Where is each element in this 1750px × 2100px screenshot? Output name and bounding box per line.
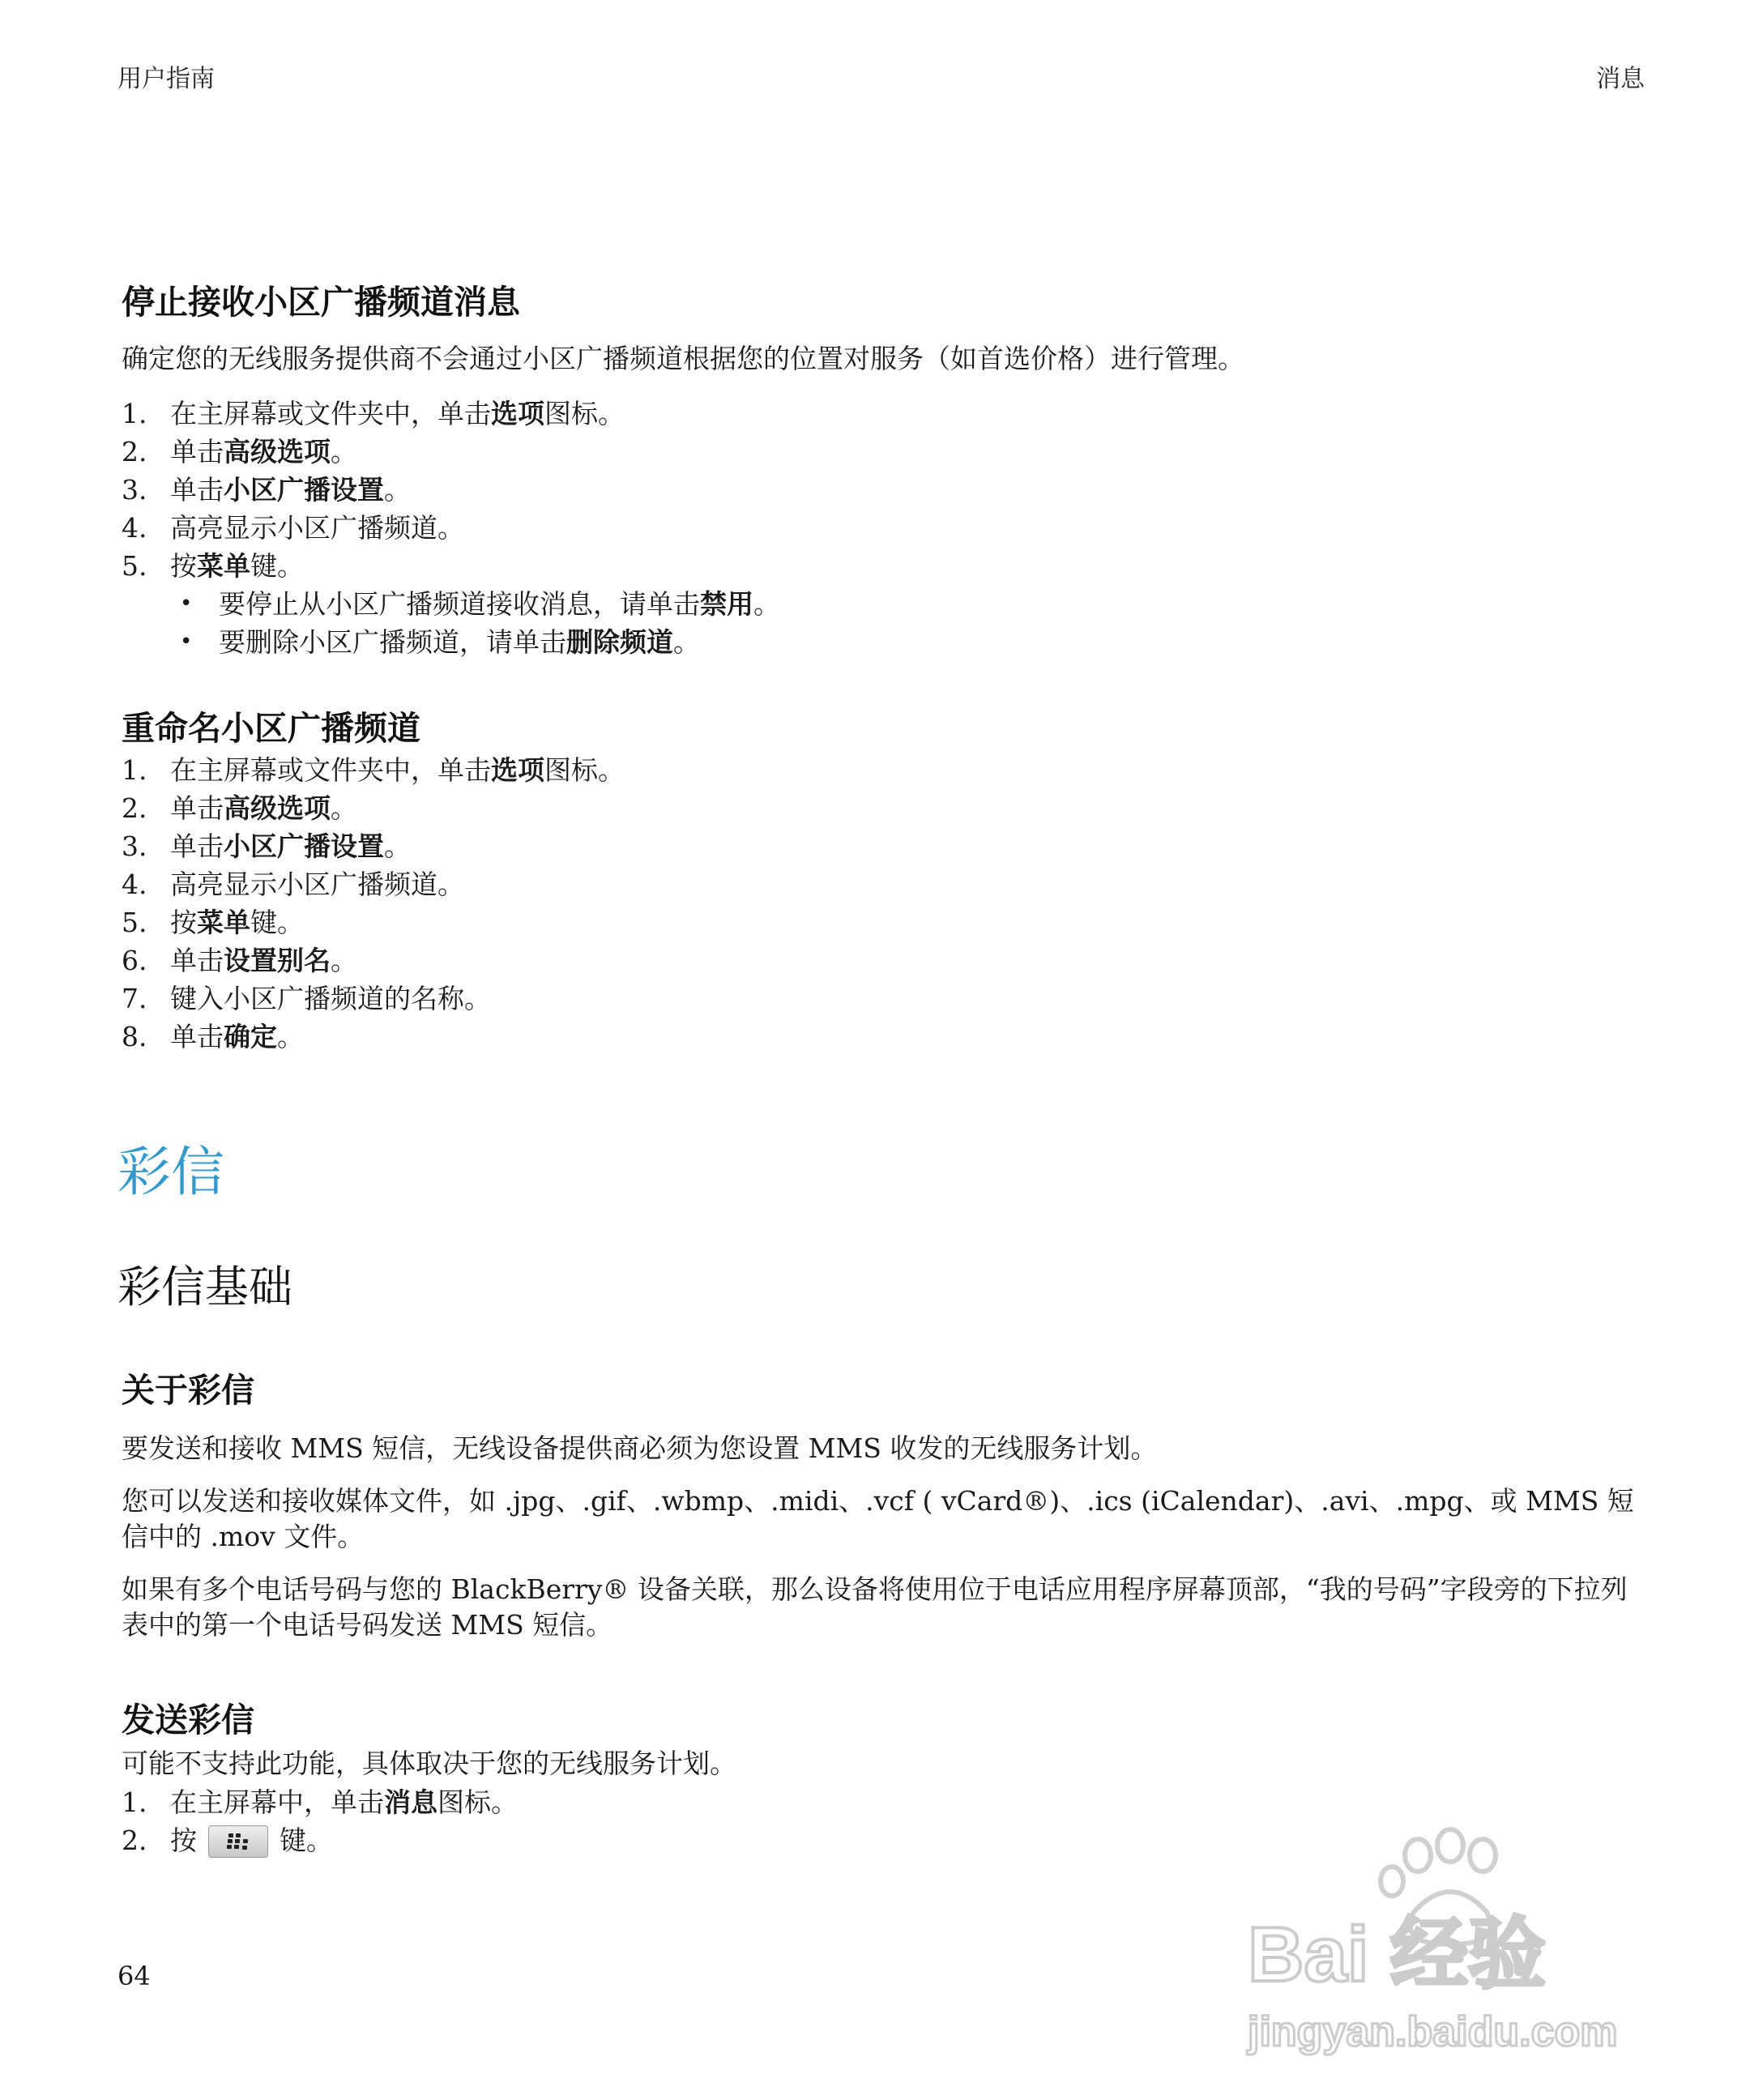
- list-item: 2. 单击高级选项。: [122, 792, 357, 824]
- section4-paragraph: 要发送和接收 MMS 短信，无线设备提供商必须为您设置 MMS 收发的无线服务计划。: [122, 1432, 1158, 1464]
- bullet-item: • 要停止从小区广播频道接收消息，请单击禁用。: [180, 585, 1645, 623]
- list-item: 1. 在主屏幕中，单击消息图标。: [122, 1786, 518, 1818]
- list-item: 4. 高亮显示小区广播频道。: [122, 869, 464, 900]
- list-item: 5. 按菜单键。: [122, 550, 304, 582]
- watermark-url-text: jingyan.baidu.com: [1248, 2008, 1618, 2055]
- running-header-right: 消息: [1596, 65, 1645, 93]
- section1-bullets: [122, 585, 1645, 661]
- list-item: 4. 高亮显示小区广播频道。: [122, 512, 464, 544]
- list-item: 2. 单击高级选项。: [122, 436, 357, 467]
- list-item: 7. 键入小区广播频道的名称。: [122, 983, 491, 1014]
- baidu-watermark-logo: [1240, 1823, 1661, 2066]
- section-title-about-mms: 关于彩信: [122, 1371, 254, 1410]
- watermark-brand-text: Bai 经验: [1248, 1911, 1547, 1998]
- section-title-rename-cell-broadcast: 重命名小区广播频道: [122, 709, 420, 748]
- bullet-item: • 要删除小区广播频道，请单击删除频道。: [180, 623, 1645, 661]
- list-item: 6. 单击设置别名。: [122, 945, 357, 976]
- list-item: 3. 单击小区广播设置。: [122, 830, 411, 862]
- section2-steps: [122, 751, 1645, 1056]
- chapter-title: 彩信: [117, 1141, 224, 1203]
- section4-paragraph: 如果有多个电话号码与您的 BlackBerry® 设备关联，那么设备将使用位于电话应用程序屏幕顶部，“我的号码”字段旁的下拉列表中的第一个电话号码发送 MMS 短信。: [122, 1573, 1628, 1641]
- list-item: 5. 按菜单键。: [122, 907, 304, 938]
- list-item: 1. 在主屏幕或文件夹中，单击选项图标。: [122, 754, 625, 786]
- list-item: 3. 单击小区广播设置。: [122, 474, 411, 506]
- section1-intro: 确定您的无线服务提供商不会通过小区广播频道根据您的位置对服务（如首选价格）进行管理。: [122, 343, 1244, 374]
- section4-paragraph: 您可以发送和接收媒体文件，如 .jpg、.gif、.wbmp、.midi、.vcf ( vCard®)、.ics (iCalendar)、.avi、.mpg、或 MMS 短信中的 .mov 文件。: [122, 1485, 1634, 1552]
- blackberry-menu-key-icon: [208, 1825, 268, 1858]
- bullet-icon: •: [180, 630, 193, 654]
- list-item: 1. 在主屏幕或文件夹中，单击选项图标。: [122, 398, 625, 429]
- page-content: [117, 275, 1645, 1859]
- section-title-send-mms: 发送彩信: [122, 1701, 254, 1739]
- bullet-icon: •: [180, 591, 193, 616]
- section1-steps: [122, 395, 1645, 585]
- list-item: 2. 按 键。: [122, 1825, 333, 1856]
- page-number: 64: [117, 1961, 151, 1991]
- section5-intro: 可能不支持此功能，具体取决于您的无线服务计划。: [122, 1748, 736, 1779]
- section-title-stop-cell-broadcast: 停止接收小区广播频道消息: [122, 283, 520, 322]
- list-item: 8. 单击确定。: [122, 1021, 304, 1052]
- running-header-left: 用户指南: [117, 65, 215, 93]
- section-title-mms-basics: 彩信基础: [117, 1261, 292, 1312]
